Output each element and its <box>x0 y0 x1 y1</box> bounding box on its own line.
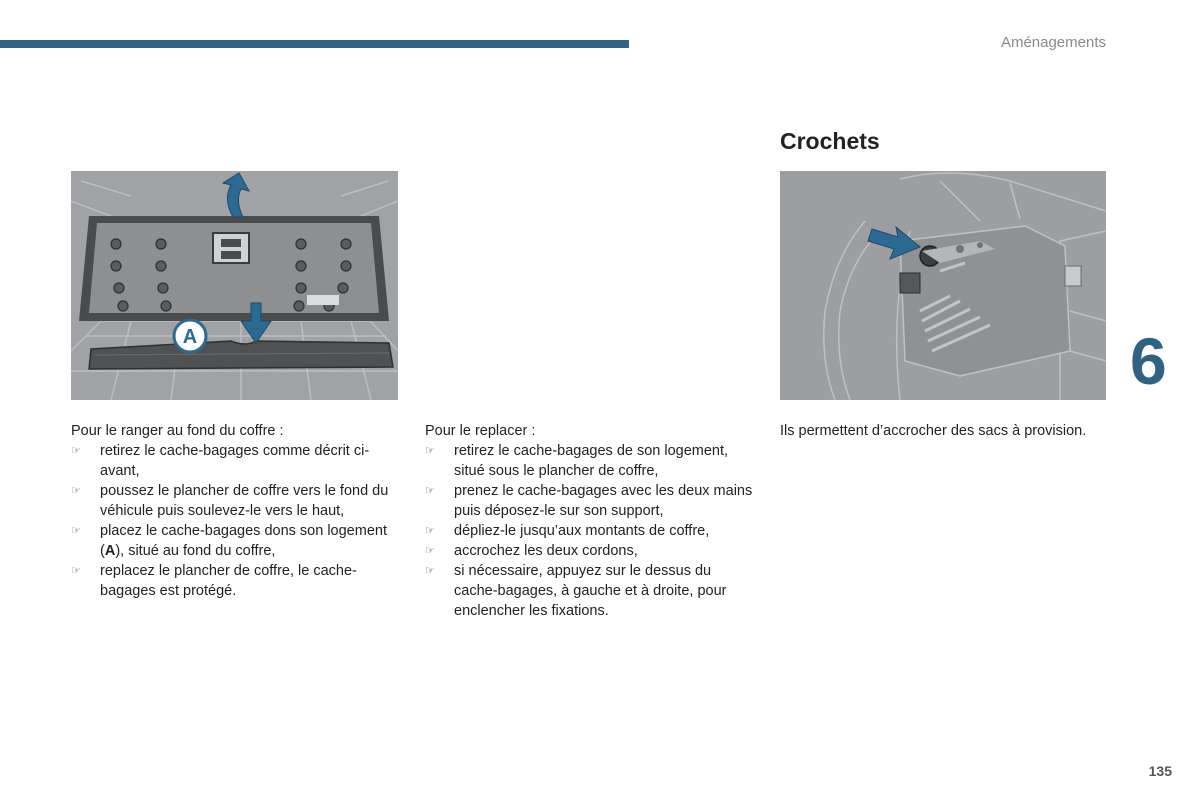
list-item: ☞ si nécessaire, appuyez sur le dessus du cache-bagages, à gauche et à droite, pour enclencher les fixations. <box>425 563 727 619</box>
ranger-intro: Pour le ranger au fond du coffre : <box>71 423 284 439</box>
crochets-heading: Crochets <box>780 128 880 154</box>
list-item: ☞ retirez le cache-bagages comme décrit ci-avant, <box>71 443 370 479</box>
callout-reference: A <box>104 543 116 559</box>
list-item: ☞ retirez le cache-bagages de son logement, situé sous le plancher de coffre, <box>425 443 729 479</box>
replacer-column <box>425 421 755 621</box>
callout-a-marker <box>174 320 206 352</box>
ranger-column <box>71 421 401 601</box>
chapter-number: 6 <box>1130 324 1167 398</box>
figure-crochets-hook <box>780 171 1106 400</box>
pointer-hand-icon: ☞ <box>71 485 81 497</box>
page-number: 135 <box>1148 763 1172 779</box>
list-item: ☞ accrochez les deux cordons, <box>425 543 638 559</box>
callout-a-label: A <box>182 326 198 348</box>
figure-cargo-floor <box>71 171 398 400</box>
pointer-hand-icon: ☞ <box>71 565 81 577</box>
pointer-hand-icon: ☞ <box>71 525 81 537</box>
pointer-hand-icon: ☞ <box>425 545 435 557</box>
pointer-hand-icon: ☞ <box>425 565 435 577</box>
replacer-intro: Pour le replacer : <box>425 423 536 439</box>
pointer-hand-icon: ☞ <box>425 445 435 457</box>
replacer-list <box>425 441 755 621</box>
list-item: ☞ replacez le plancher de coffre, le cache-bagages est protégé. <box>71 563 357 599</box>
crochets-text: Ils permettent d’accrocher des sacs à provision. <box>780 423 1087 439</box>
pointer-hand-icon: ☞ <box>425 525 435 537</box>
section-header: Aménagements <box>1000 34 1106 51</box>
pointer-hand-icon: ☞ <box>425 485 435 497</box>
list-item: ☞ poussez le plancher de coffre vers le fond du véhicule puis soulevez-le vers le haut, <box>71 483 389 519</box>
list-item: ☞ dépliez-le jusqu’aux montants de coffre, <box>425 523 710 539</box>
list-item: ☞ placez le cache-bagages dons son logement (A), situé au fond du coffre, <box>71 523 387 559</box>
list-item: ☞ prenez le cache-bagages avec les deux mains puis déposez-le sur son support, <box>425 483 753 519</box>
pointer-hand-icon: ☞ <box>71 445 81 457</box>
crochets-column <box>780 421 1120 441</box>
top-accent-bar <box>0 40 629 48</box>
ranger-list <box>71 441 401 601</box>
